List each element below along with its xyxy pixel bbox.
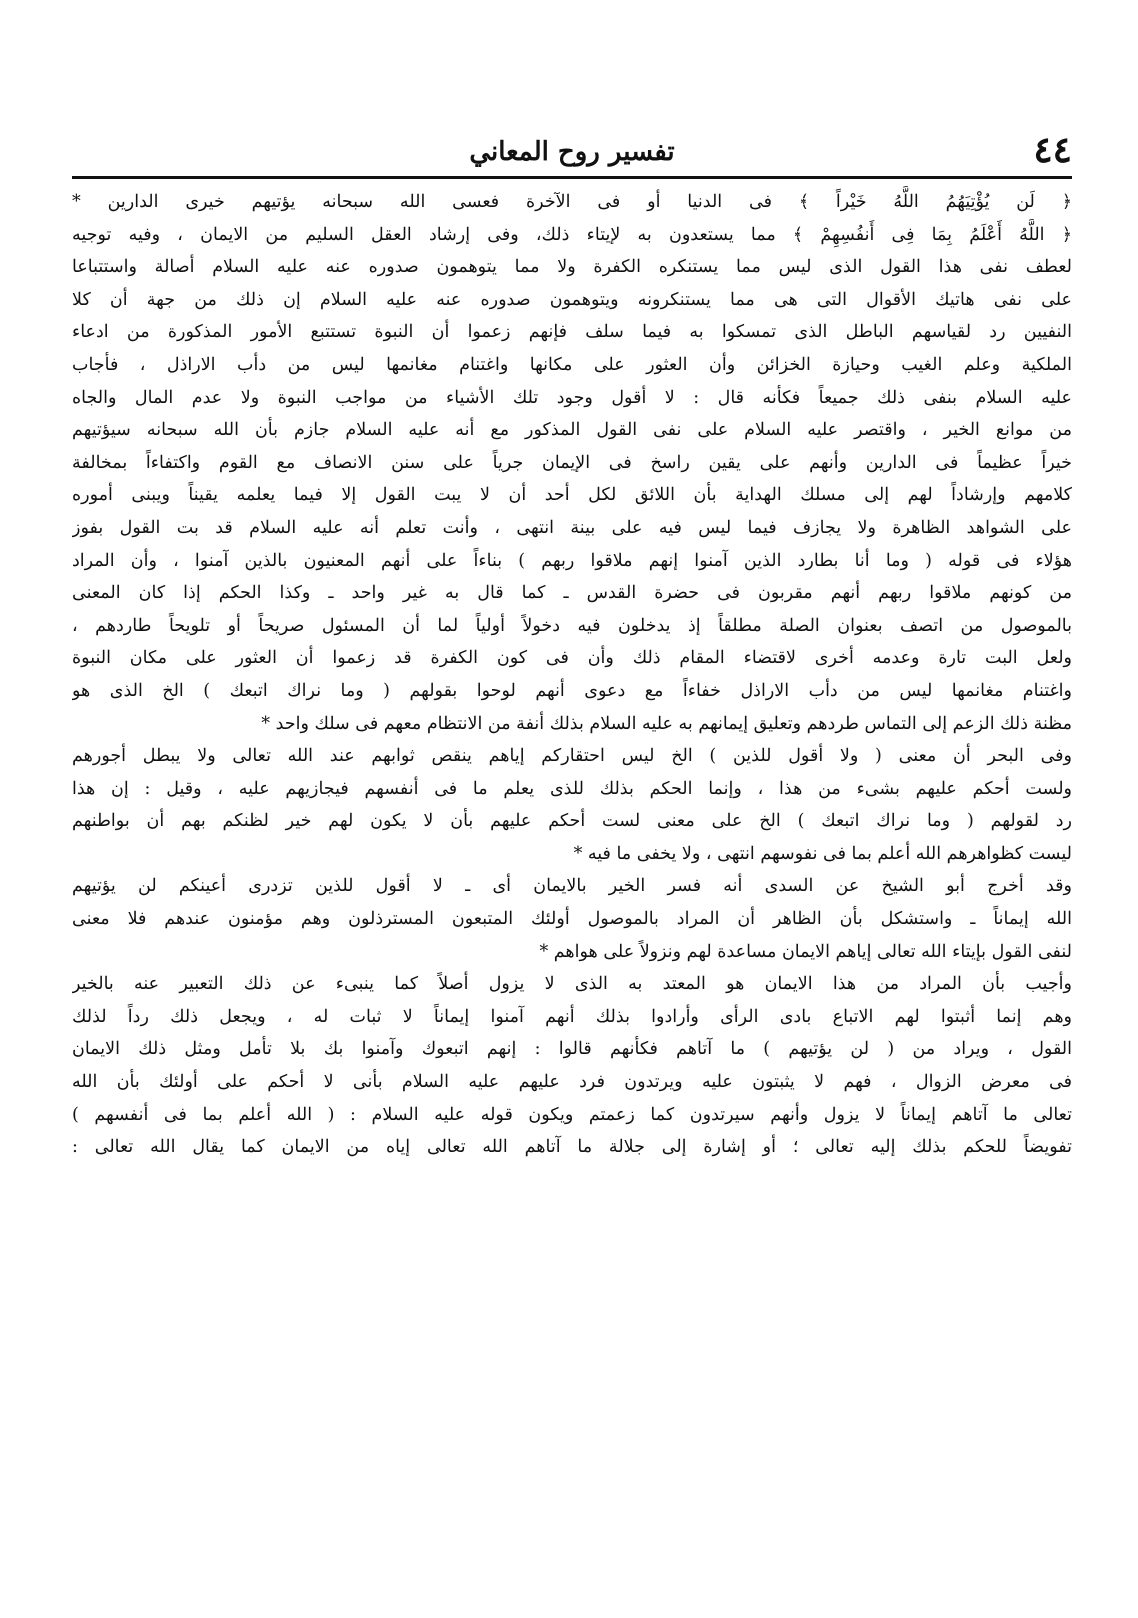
text-line: فى معرض الزوال ، فهم لا يثبتون عليه ويرتدون فرد عليهم عليه السلام بأنى لا أحكم على أولئك بأن الله xyxy=(72,1072,1072,1093)
text-line: القول ، ويراد من ( لن يؤتيهم ) ما آتاهم فكأنهم قالوا : إنهم اتبعوك وآمنوا بك بلا تأمل ومثل ذلك الايمان xyxy=(72,1039,1072,1060)
text-line: وأجيب بأن المراد من هذا الايمان هو المعتد به الذى لا يزول أصلاً كما ينبىء عن ذلك التعبير عنه بالخير xyxy=(72,974,1072,995)
header-title: تفسير روح المعاني xyxy=(469,137,675,167)
text-line: النفيين رد لقياسهم الباطل الذى تمسكوا به فيما سلف فإنهم زعموا أن النبوة تستتبع الأمور المذكورة من ادعاء xyxy=(72,322,1072,343)
text-line: تفويضاً للحكم بذلك إليه تعالى ؛ أو إشارة إلى جلالة ما آتاهم الله تعالى إياه من الايمان كما يقال الله تعالى : xyxy=(72,1137,1072,1158)
text-line: كلامهم وإرشاداً لهم إلى مسلك الهداية بأن اللائق لكل أحد أن لا يبت القول إلا فيما يعلمه يقيناً ويبنى أموره xyxy=(72,485,1072,506)
text-line: وهم إنما أثبتوا لهم الاتباع بادى الرأى وأرادوا بذلك أنهم آمنوا إيماناً لا ثبات له ، ويجعل ذلك رداً لذلك xyxy=(72,1006,1072,1027)
text-line: الله إيماناً ـ واستشكل بأن الظاهر أن المراد بالموصول أولئك المتبعون المسترذلون وهم مؤمنون عندهم فلا معنى xyxy=(72,909,1072,930)
text-line: ﴿ لَن يُؤْتِيَهُمُ اللَّهُ خَيْراً ﴾ فى الدنيا أو فى الآخرة فعسى الله سبحانه يؤتيهم خيرى الدارين * xyxy=(72,192,1072,212)
text-line: ليست كظواهرهم الله أعلم بما فى نفوسهم انتهى ، ولا يخفى ما فيه * xyxy=(573,843,1072,864)
text-line: لنفى القول بإيتاء الله تعالى إياهم الايمان مساعدة لهم ونزولاً على هواهم * xyxy=(539,941,1072,962)
text-line: بالموصول من اتصف بعنوان الصلة مطلقاً إذ يدخلون فيه دخولاً أولياً لما أن المسئول صريحاً أو تلويحاً طاردهم ، xyxy=(72,615,1072,636)
text-line: لعطف نفى هذا القول الذى ليس مما يستنكره الكفرة ولا مما يتوهمون صدوره عنه عليه السلام أصالة واستتباعا xyxy=(72,257,1072,278)
text-line: عليه السلام بنفى ذلك جميعاً فكأنه قال : لا أقول وجود تلك الأشياء من مواجب النبوة ولا عدم المال والجاه xyxy=(72,387,1072,408)
text-line: من كونهم ملاقوا ربهم أنهم مقربون فى حضرة القدس ـ كما قال به غير واحد ـ وكذا الحكم إذا كان المعنى xyxy=(72,583,1072,604)
text-line: من موانع الخير ، واقتصر عليه السلام على نفى القول المذكور مع أنه عليه السلام جازم بأن الله سبحانه سيؤتيهم xyxy=(72,420,1072,441)
text-line: مظنة ذلك الزعم إلى التماس طردهم وتعليق إيمانهم به عليه السلام بذلك أنفة من الانتظام معهم فى سلك واحد * xyxy=(261,713,1072,734)
body-text xyxy=(72,186,1072,1164)
text-line: الملكية وعلم الغيب وحيازة الخزائن وأن العثور على مكانها واغتنام مغانمها ليس من دأب الاراذل ، فأجاب xyxy=(72,354,1072,375)
text-line: ولست أحكم عليهم بشىء من هذا ، وإنما الحكم بذلك للذى يعلم ما فى أنفسهم فيجازيهم عليه ، وقيل : إن هذا xyxy=(72,778,1072,799)
text-line: واغتنام مغانمها ليس من دأب الاراذل خفاءاً مع دعوى أنهم لوحوا بقولهم ( وما نراك اتبعك ) الخ الذى هو xyxy=(72,680,1072,701)
text-line: على نفى هاتيك الأقوال التى هى مما يستنكرونه ويتوهمون صدوره عنه عليه السلام إن ذلك من جهة أن كلا xyxy=(72,289,1072,310)
text-line: هؤلاء فى قوله ( وما أنا بطارد الذين آمنوا إنهم ملاقوا ربهم ) بناءاً على أنهم المعنيون بالذين آمنوا ، وأن المراد xyxy=(72,550,1072,571)
running-head xyxy=(72,128,1072,180)
header-rule xyxy=(72,176,1072,179)
text-line: خيراً عظيماً فى الدارين وأنهم على يقين راسخ فى الإيمان جرياً على سنن الانصاف مع القوم واكتفاءاً بمخالفة xyxy=(72,452,1072,473)
book-page xyxy=(72,128,1072,1568)
text-line: وفى البحر أن معنى ( ولا أقول للذين ) الخ ليس احتقاركم إياهم ينقص ثوابهم عند الله تعالى ولا يبطل أجورهم xyxy=(72,746,1072,767)
text-line: ولعل البت تارة وعدمه أخرى لاقتضاء المقام ذلك وأن فى كون الكفرة قد زعموا أن العثور على مكان النبوة xyxy=(72,648,1072,669)
text-line: رد لقولهم ( وما نراك اتبعك ) الخ على معنى لست أحكم عليهم بأن لا يكون لهم خير لظنكم بهم أن بواطنهم xyxy=(72,811,1072,832)
page-number: ٤٤ xyxy=(1033,129,1072,171)
text-line: على الشواهد الظاهرة ولا يجازف فيما ليس فيه على بينة انتهى ، وأنت تعلم أنه عليه السلام قد بت القول بفوز xyxy=(72,517,1072,538)
text-line: تعالى ما آتاهم إيماناً لا يزول وأنهم سيرتدون كما زعمتم ويكون قوله عليه السلام : ( الله أعلم بما فى أنفسهم ) xyxy=(72,1104,1072,1125)
text-line: وقد أخرج أبو الشيخ عن السدى أنه فسر الخير بالايمان أى ـ لا أقول للذين تزدرى أعينكم لن يؤتيهم xyxy=(72,876,1072,897)
text-line: ﴿ اللَّهُ أَعْلَمُ بِمَا فِى أَنفُسِهِمْ ﴾ مما يستعدون به لإيتاء ذلك، وفى إرشاد العقل السليم من الايمان ، وفيه توجيه xyxy=(72,224,1072,245)
